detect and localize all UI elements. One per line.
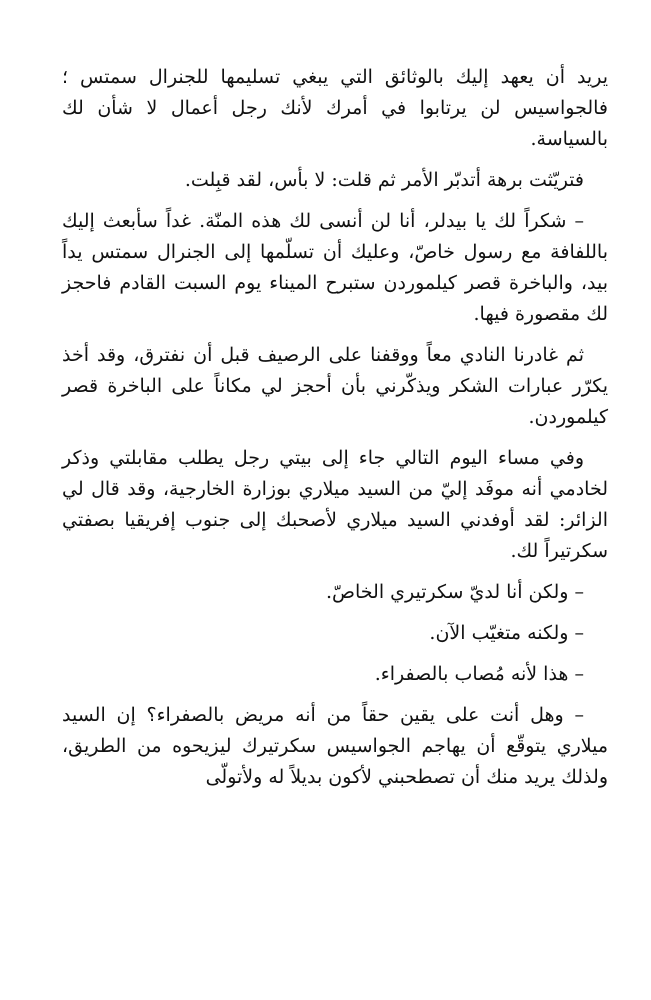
paragraph-9-dialog: – وهل أنت على يقين حقاً من أنه مريض بالصفراء؟ إن السيد ميلاري يتوقّع أن يهاجم الجواسيس سكرتيرك ليزيحوه من الطريق، ولذلك يريد منك أن تصطحبني لأكون بديلاً له ولأتولّى [62, 704, 608, 788]
paragraph-4: ثم غادرنا النادي معاً ووقفنا على الرصيف قبل أن نفترق، وقد أخذ يكرّر عبارات الشكر ويذكّرني بأن أحجز لي مكاناً على الباخرة قصر كيلموردن. [62, 344, 608, 428]
document-page [62, 62, 608, 793]
paragraph-2: فتريّثت برهة أتدبّر الأمر ثم قلت: لا بأس، لقد قبِلت. [184, 169, 584, 191]
paragraph-3-dialog: – شكراً لك يا بيدلر، أنا لن أنسى لك هذه المنّة. غداً سأبعث إليك باللفافة مع رسول خاصّ، وعليك أن تسلّمها إلى الجنرال سمتس يداً بيد، والباخرة قصر كيلموردن ستبرح الميناء يوم السبت القادم فاحجز لك مقصورة فيها. [62, 210, 608, 325]
paragraph-6-dialog: – ولكن أنا لديّ سكرتيري الخاصّ. [325, 581, 584, 603]
paragraph-8-dialog: – هذا لأنه مُصاب بالصفراء. [374, 663, 584, 685]
paragraph-5: وفي مساء اليوم التالي جاء إلى بيتي رجل يطلب مقابلتي وذكر لخادمي أنه موفَد إليّ من السيد ميلاري بوزارة الخارجية، وقد قال لي الزائر: لقد أوفدني السيد ميلاري لأصحبك إلى جنوب إفريقيا بصفتي سكرتيراً لك. [62, 447, 608, 562]
paragraph-7-dialog: – ولكنه متغيّب الآن. [429, 622, 584, 644]
paragraph-1: يريد أن يعهد إليك بالوثائق التي يبغي تسليمها للجنرال سمتس ؛ فالجواسيس لن يرتابوا في أمرك لأنك رجل أعمال لا شأن لك بالسياسة. [62, 66, 608, 150]
